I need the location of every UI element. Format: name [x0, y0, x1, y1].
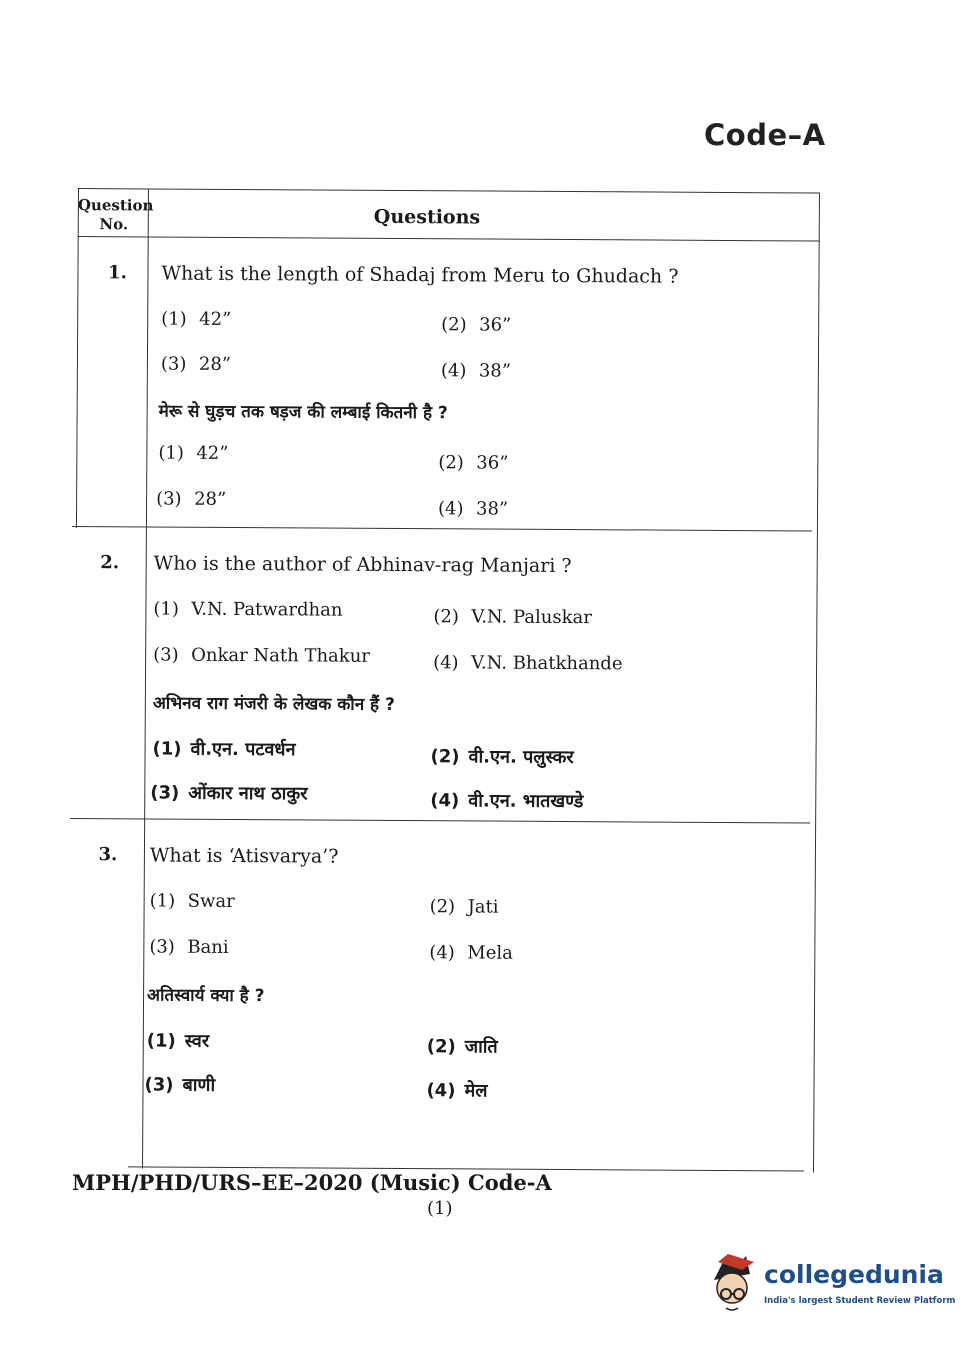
question-1-en-option-2: (2) 36”: [441, 314, 512, 336]
question-2-hi-option-1: (1) वी.एन. पटवर्धन: [152, 738, 296, 761]
question-1-text-en: What is the length of Shadaj from Meru to Ghudach ?: [161, 262, 679, 288]
row-divider-1: [72, 526, 812, 532]
question-2-hi-option-2: (2) वी.एन. पलुस्कर: [430, 746, 574, 769]
logo-wordmark: collegedunia: [764, 1260, 944, 1289]
question-2-en-option-3: (3) Onkar Nath Thakur: [153, 644, 370, 667]
question-1-number: 1.: [108, 262, 127, 284]
table-top-border: [78, 188, 820, 194]
question-1-hi-option-4: (4) 38”: [437, 498, 509, 520]
question-2-text-hi: अभिनव राग मंजरी के लेखक कौन हैं ?: [152, 693, 395, 715]
question-2-en-option-1: (1) V.N. Patwardhan: [153, 598, 343, 621]
question-3-en-option-4: (4) Mela: [429, 942, 513, 964]
question-3-number: 3.: [98, 844, 118, 866]
table-left-border: [76, 188, 79, 528]
question-1-text-hi: मेरू से घुड़च तक षड़ज की लम्बाई कितनी है ?: [158, 401, 448, 424]
question-2-hi-option-4: (4) वी.एन. भातखण्डे: [430, 790, 584, 813]
question-1-en-option-4: (4) 38”: [440, 360, 512, 382]
question-1-hi-option-1: (1) 42”: [158, 442, 229, 464]
question-2-number: 2.: [100, 552, 120, 574]
question-table: [68, 188, 820, 1173]
page-number: (1): [427, 1198, 453, 1219]
table-right-border: [813, 193, 820, 1173]
column-divider: [142, 188, 149, 1168]
header-question-no: Question No.: [77, 196, 154, 234]
question-3-text-hi: अतिस्वार्य क्या है ?: [147, 985, 265, 1007]
question-3-en-option-3: (3) Bani: [149, 936, 229, 958]
question-3-text-en: What is ‘Atisvarya’?: [149, 844, 339, 868]
question-1-hi-option-2: (2) 36”: [438, 452, 509, 474]
question-1-en-option-3: (3) 28”: [160, 353, 232, 375]
question-3-hi-option-3: (3) बाणी: [144, 1074, 216, 1096]
question-3-en-option-2: (2) Jati: [429, 896, 499, 918]
question-3-en-option-1: (1) Swar: [149, 890, 235, 912]
code-label: Code–A: [704, 118, 826, 152]
footer-exam-code: MPH/PHD/URS–EE–2020 (Music) Code-A: [72, 1170, 552, 1195]
question-2-hi-option-3: (3) ओंकार नाथ ठाकुर: [150, 782, 308, 805]
question-2-en-option-2: (2) V.N. Paluskar: [433, 606, 592, 629]
logo-tagline: India's largest Student Review Platform: [764, 1296, 956, 1306]
header-divider: [78, 236, 820, 242]
question-3-hi-option-2: (2) जाति: [426, 1036, 498, 1058]
header-questions: Questions: [373, 205, 481, 229]
question-2-text-en: Who is the author of Abhinav-rag Manjari ?: [153, 552, 572, 578]
student-mascot-icon: [706, 1250, 762, 1318]
collegedunia-logo: [706, 1250, 956, 1318]
question-3-hi-option-1: (1) स्वर: [146, 1030, 210, 1052]
row-divider-2: [70, 818, 810, 824]
question-1-hi-option-3: (3) 28”: [156, 488, 227, 510]
question-3-hi-option-4: (4) मेल: [426, 1080, 488, 1102]
question-1-en-option-1: (1) 42”: [161, 308, 232, 330]
question-2-en-option-4: (4) V.N. Bhatkhande: [433, 652, 623, 675]
